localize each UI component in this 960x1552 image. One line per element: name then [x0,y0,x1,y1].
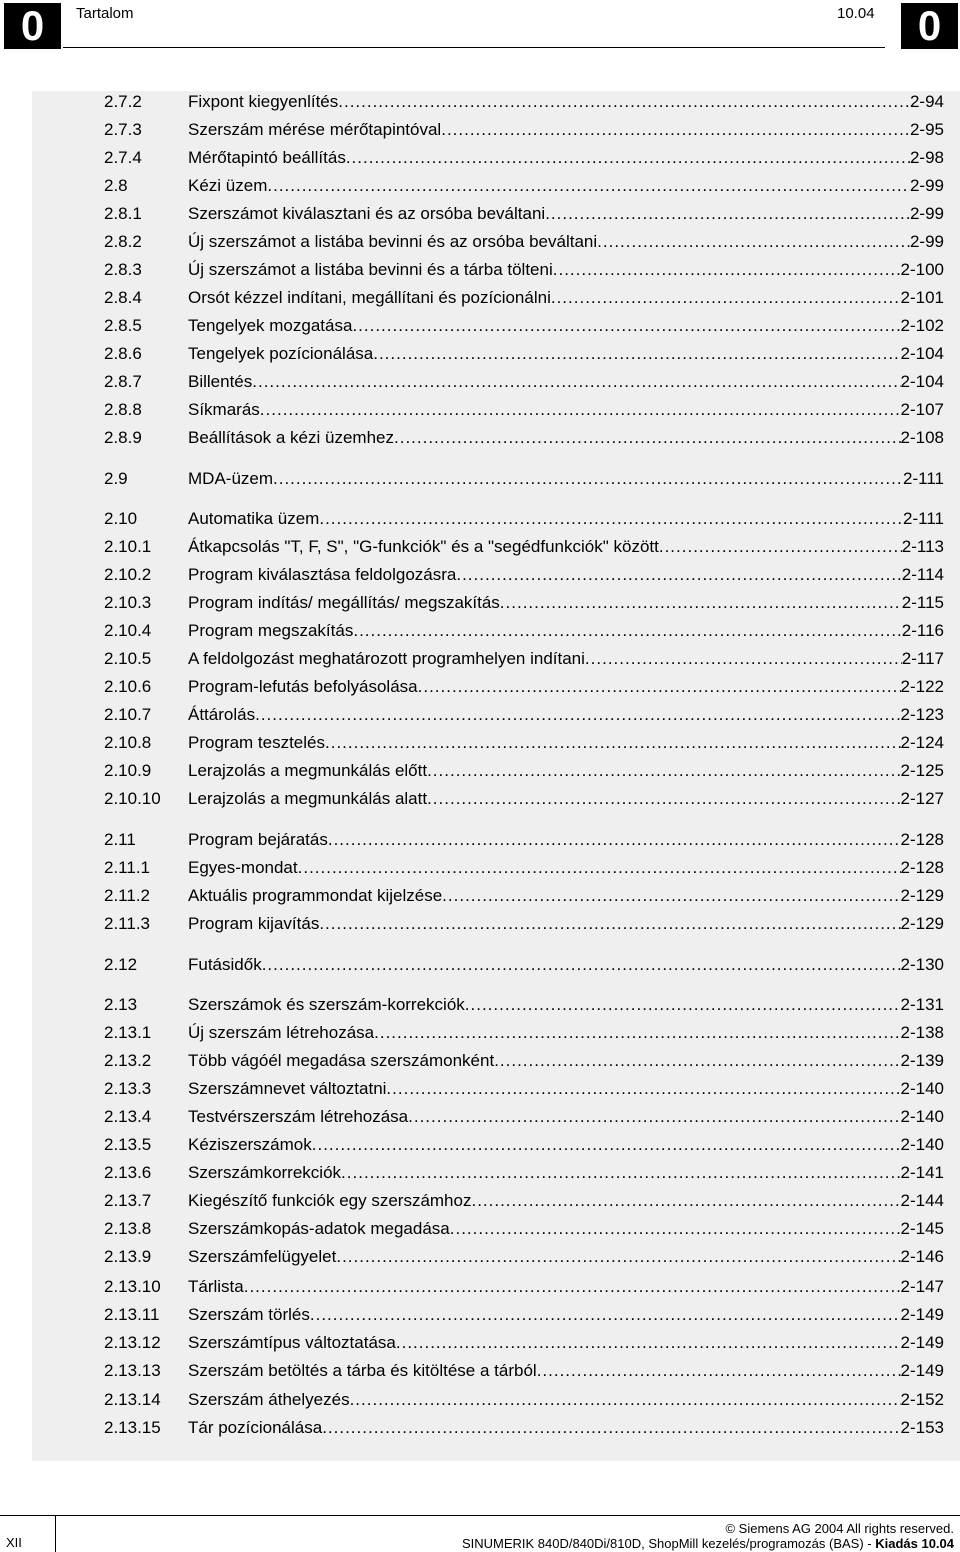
toc-dot-leader [350,1388,901,1412]
toc-dot-leader [312,1133,901,1157]
toc-entry[interactable] [104,828,944,852]
toc-entry[interactable] [104,118,944,142]
toc-entry-page: 2-140 [900,1107,944,1126]
toc-dot-leader [322,1416,900,1440]
header-edition: 10.04 [837,5,875,22]
toc-dot-leader [244,1275,901,1299]
toc-entry-title: Kézi üzem [188,176,268,195]
toc-entry[interactable] [104,993,944,1017]
header-section-title: Tartalom [76,5,134,22]
toc-entry-title: Program-lefutás befolyásolása [188,677,418,696]
toc-entry-number: 2.13.6 [104,1163,152,1182]
toc-dot-leader [260,398,901,422]
toc-entry-page: 2-123 [900,705,944,724]
toc-entry[interactable] [104,230,944,254]
toc-dot-leader [328,828,901,852]
toc-entry-title: Síkmarás [188,400,260,419]
toc-entry-title: Szerszámkorrekciók [188,1163,342,1182]
toc-entry-title: Program kijavítás [188,914,320,933]
toc-entry-title: Automatika üzem [188,509,320,528]
toc-entry[interactable] [104,174,944,198]
toc-entry-title: Tengelyek mozgatása [188,316,353,335]
toc-entry-title: Szerszám mérése mérőtapintóval [188,120,442,139]
toc-entry-title: Áttárolás [188,705,256,724]
toc-entry-number: 2.8.6 [104,344,142,363]
toc-entry-number: 2.13.13 [104,1361,161,1380]
toc-entry-title: Tengelyek pozícionálása [188,344,374,363]
toc-entry[interactable] [104,286,944,310]
toc-entry-page: 2-131 [900,995,944,1014]
toc-entry-page: 2-141 [900,1163,944,1182]
toc-entry-page: 2-113 [901,537,944,556]
toc-entry-number: 2.8.5 [104,316,142,335]
toc-entry-page: 2-99 [909,176,944,195]
toc-entry-title: Mérőtapintó beállítás [188,148,346,167]
toc-entry-page: 2-102 [900,316,944,335]
toc-dot-leader [353,619,901,643]
toc-entry-title: Testvérszerszám létrehozása [188,1107,409,1126]
toc-entry-page: 2-149 [900,1305,944,1324]
toc-entry[interactable] [104,426,944,450]
toc-entry-number: 2.8.4 [104,288,142,307]
toc-entry-page: 2-108 [900,428,944,447]
chapter-box-right: 0 [901,3,958,49]
toc-entry[interactable] [104,1077,944,1101]
toc-entry[interactable] [104,953,944,977]
footer-divider [55,1515,56,1552]
toc-entry-title: Több vágóél megadása szerszámonként [188,1051,495,1070]
toc-entry-title: Fixpont kiegyenlítés [188,92,339,111]
toc-entry-page: 2-139 [900,1051,944,1070]
toc-entry[interactable] [104,563,944,587]
toc-entry[interactable] [104,467,944,491]
toc-entry-title: Lerajzolás a megmunkálás előtt [188,761,428,780]
toc-dot-leader [319,912,900,936]
toc-entry[interactable] [104,202,944,226]
toc-entry-number: 2.11.3 [104,914,151,933]
toc-entry-title: Szerszámtípus változtatása [188,1333,396,1352]
toc-dot-leader [310,1303,901,1327]
toc-entry-number: 2.8.3 [104,260,142,279]
toc-dot-leader [252,370,900,394]
toc-entry-title: MDA-üzem [188,469,274,488]
toc-entry[interactable] [104,258,944,282]
toc-entry-page: 2-116 [901,621,944,640]
toc-entry-number: 2.10.3 [104,593,152,612]
toc-dot-leader [659,535,902,559]
toc-entry-number: 2.8.7 [104,372,142,391]
toc-entry-number: 2.11 [104,830,136,849]
toc-entry-number: 2.11.2 [104,886,151,905]
toc-dot-leader [352,314,900,338]
toc-entry-number: 2.13.10 [104,1277,161,1296]
toc-entry-title: Program tesztelés [188,733,325,752]
footer-edition: Kiadás 10.04 [875,1536,954,1551]
toc-entry[interactable] [104,507,944,531]
toc-entry-title: Program megszakítás [188,621,354,640]
toc-entry-number: 2.10.6 [104,677,152,696]
toc-entry-title: Tár pozícionálása [188,1418,323,1437]
toc-dot-leader [456,563,901,587]
toc-entry-number: 2.7.3 [104,120,142,139]
toc-entry-page: 2-149 [900,1361,944,1380]
toc-entry[interactable] [104,1161,944,1185]
toc-entry[interactable] [104,856,944,880]
toc-entry-page: 2-127 [900,789,944,808]
toc-entry-title: Átkapcsolás "T, F, S", "G-funkciók" és a "segédfunkciók" között [188,537,659,556]
toc-entry-title: Program kiválasztása feldolgozásra [188,565,457,584]
toc-dot-leader [427,759,900,783]
toc-entry-page: 2-153 [900,1418,944,1437]
toc-entry-title: Új szerszám létrehozása [188,1023,375,1042]
toc-entry-page: 2-149 [900,1333,944,1352]
toc-entry-title: Szerszámot kiválasztani és az orsóba beváltani [188,204,546,223]
toc-entry-page: 2-147 [900,1277,944,1296]
toc-entry-title: Kiegészítő funkciók egy szerszámhoz [188,1191,472,1210]
toc-entry-page: 2-98 [909,148,944,167]
toc-entry[interactable] [104,1021,944,1045]
toc-entry-page: 2-104 [900,372,944,391]
toc-entry[interactable] [104,370,944,394]
toc-entry-title: Új szerszámot a listába bevinni és a tárba tölteni [188,260,553,279]
toc-entry[interactable] [104,731,944,755]
toc-entry[interactable] [104,1303,944,1327]
toc-entry[interactable] [104,884,944,908]
toc-entry-number: 2.7.4 [104,148,142,167]
toc-dot-leader [427,787,900,811]
toc-entry-number: 2.10.8 [104,733,152,752]
toc-entry[interactable] [104,146,944,170]
toc-entry[interactable] [104,1359,944,1383]
toc-entry[interactable] [104,591,944,615]
toc-entry-page: 2-111 [903,469,944,488]
footer-copyright: © Siemens AG 2004 All rights reserved. [725,1521,954,1536]
toc-dot-leader [373,342,900,366]
toc-entry-number: 2.13.1 [104,1023,152,1042]
toc-entry-page: 2-138 [900,1023,944,1042]
toc-entry-number: 2.13.2 [104,1051,152,1070]
toc-dot-leader [262,953,901,977]
toc-dot-leader [255,703,900,727]
toc-dot-leader [545,202,910,226]
toc-entry-number: 2.13.8 [104,1219,152,1238]
toc-entry-title: Tárlista [188,1277,244,1296]
toc-entry-title: A feldolgozást meghatározott programhelyen indítani [188,649,585,668]
toc-entry-page: 2-144 [900,1191,944,1210]
toc-entry-number: 2.10.7 [104,705,152,724]
toc-entry-page: 2-140 [900,1079,944,1098]
toc-entry[interactable] [104,1105,944,1129]
toc-entry-page: 2-146 [900,1247,944,1266]
toc-entry-number: 2.10.9 [104,761,152,780]
toc-entry[interactable] [104,1049,944,1073]
toc-entry-number: 2.7.2 [104,92,142,111]
toc-dot-leader [273,467,903,491]
toc-dot-leader [267,174,910,198]
toc-entry[interactable] [104,1133,944,1157]
toc-entry[interactable] [104,1189,944,1213]
toc-dot-leader [341,1161,900,1185]
toc-entry-page: 2-117 [901,649,944,668]
chapter-box-left: 0 [4,3,61,49]
toc-entry-number: 2.8.2 [104,232,142,251]
toc-entry[interactable] [104,1388,944,1412]
toc-entry-number: 2.13.3 [104,1079,152,1098]
toc-dot-leader [336,1245,900,1269]
toc-entry-number: 2.13.5 [104,1135,152,1154]
toc-dot-leader [319,507,903,531]
header-rule [63,47,885,48]
toc-entry[interactable] [104,619,944,643]
toc-dot-leader [553,258,901,282]
toc-entry-title: Szerszámkopás-adatok megadása [188,1219,450,1238]
toc-entry-page: 2-111 [903,509,944,528]
toc-entry-number: 2.11.1 [104,858,151,877]
toc-entry-number: 2.13.9 [104,1247,152,1266]
toc-dot-leader [537,1359,901,1383]
footer-page-number: XII [6,1535,22,1550]
toc-entry[interactable] [104,759,944,783]
toc-entry[interactable] [104,1331,944,1355]
toc-dot-leader [551,286,901,310]
toc-dot-leader [325,731,901,755]
toc-entry-page: 2-104 [900,344,944,363]
toc-dot-leader [396,1331,901,1355]
toc-entry[interactable] [104,1217,944,1241]
toc-entry[interactable] [104,314,944,338]
toc-entry-title: Szerszámok és szerszám-korrekciók [188,995,465,1014]
toc-entry-number: 2.8.9 [104,428,142,447]
toc-dot-leader [450,1217,901,1241]
toc-dot-leader [494,1049,900,1073]
toc-entry-number: 2.13 [104,995,138,1014]
toc-dot-leader [465,993,901,1017]
toc-entry-title: Kéziszerszámok [188,1135,312,1154]
toc-entry-page: 2-122 [900,677,944,696]
toc-entry-title: Orsót kézzel indítani, megállítani és pozícionálni [188,288,551,307]
toc-entry-title: Futásidők [188,955,262,974]
toc-entry-title: Egyes-mondat [188,858,298,877]
toc-entry-number: 2.13.14 [104,1390,161,1409]
toc-entry-title: Szerszámnevet változtatni [188,1079,387,1098]
toc-entry-number: 2.13.11 [104,1305,160,1324]
toc-entry-page: 2-124 [900,733,944,752]
footer-rule [0,1515,960,1516]
toc-dot-leader [500,591,902,615]
toc-entry-page: 2-101 [900,288,944,307]
toc-dot-leader [374,1021,900,1045]
toc-dot-leader [408,1105,900,1129]
toc-dot-leader [585,647,902,671]
toc-entry-page: 2-95 [909,120,944,139]
toc-entry-page: 2-128 [900,830,944,849]
toc-entry-page: 2-115 [901,593,944,612]
footer-document-title [462,1536,954,1551]
toc-entry-page: 2-145 [900,1219,944,1238]
toc-entry-number: 2.13.15 [104,1418,161,1437]
toc-entry-page: 2-107 [900,400,944,419]
toc-entry[interactable] [104,1245,944,1269]
toc-entry-number: 2.10.1 [104,537,152,556]
toc-entry-number: 2.10.5 [104,649,152,668]
toc-entry-number: 2.10 [104,509,138,528]
toc-entry-title: Új szerszámot a listába bevinni és az orsóba beváltani [188,232,598,251]
toc-dot-leader [386,1077,900,1101]
toc-entry[interactable] [104,647,944,671]
toc-entry[interactable] [104,675,944,699]
toc-entry-number: 2.12 [104,955,138,974]
toc-entry-title: Aktuális programmondat kijelzése [188,886,443,905]
toc-entry-title: Lerajzolás a megmunkálás alatt [188,789,428,808]
toc-entry-number: 2.13.4 [104,1107,152,1126]
toc-entry-page: 2-128 [900,858,944,877]
toc-dot-leader [298,856,901,880]
toc-entry-number: 2.10.4 [104,621,152,640]
toc-entry-page: 2-100 [900,260,944,279]
toc-dot-leader [597,230,910,254]
toc-entry[interactable] [104,342,944,366]
toc-entry-page: 2-130 [900,955,944,974]
toc-entry[interactable] [104,787,944,811]
toc-entry-title: Szerszámfelügyelet [188,1247,337,1266]
toc-entry[interactable] [104,535,944,559]
toc-entry-title: Billentés [188,372,253,391]
toc-entry-title: Beállítások a kézi üzemhez [188,428,394,447]
toc-entry[interactable] [104,90,944,114]
toc-entry-number: 2.9 [104,469,128,488]
toc-dot-leader [338,90,910,114]
toc-entry-page: 2-114 [901,565,944,584]
toc-entry-page: 2-140 [900,1135,944,1154]
toc-entry-title: Szerszám törlés [188,1305,310,1324]
toc-entry-page: 2-94 [909,92,944,111]
toc-entry-number: 2.8.1 [104,204,142,223]
toc-entry-title: Szerszám áthelyezés [188,1390,350,1409]
toc-dot-leader [394,426,901,450]
toc-entry-page: 2-152 [900,1390,944,1409]
toc-entry[interactable] [104,398,944,422]
toc-entry-title: Program indítás/ megállítás/ megszakítás [188,593,500,612]
toc-dot-leader [418,675,901,699]
toc-entry-page: 2-99 [909,232,944,251]
footer-doc-title-text: SINUMERIK 840D/840Di/810D, ShopMill kezelés/programozás (BAS) - [461,1536,876,1551]
toc-dot-leader [471,1189,900,1213]
toc-entry[interactable] [104,703,944,727]
toc-entry-number: 2.8.8 [104,400,142,419]
toc-entry-title: Szerszám betöltés a tárba és kitöltése a tárból [188,1361,537,1380]
toc-entry-number: 2.8 [104,176,128,195]
toc-entry[interactable] [104,1416,944,1440]
toc-entry-page: 2-129 [900,886,944,905]
toc-dot-leader [441,118,910,142]
toc-entry-number: 2.13.7 [104,1191,152,1210]
toc-entry[interactable] [104,1275,944,1299]
toc-entry[interactable] [104,912,944,936]
toc-dot-leader [442,884,900,908]
toc-entry-page: 2-99 [909,204,944,223]
toc-entry-page: 2-129 [900,914,944,933]
toc-entry-number: 2.13.12 [104,1333,161,1352]
toc-entry-number: 2.10.2 [104,565,152,584]
toc-entry-page: 2-125 [900,761,944,780]
toc-entry-number: 2.10.10 [104,789,161,808]
toc-dot-leader [346,146,910,170]
toc-entry-title: Program bejáratás [188,830,328,849]
